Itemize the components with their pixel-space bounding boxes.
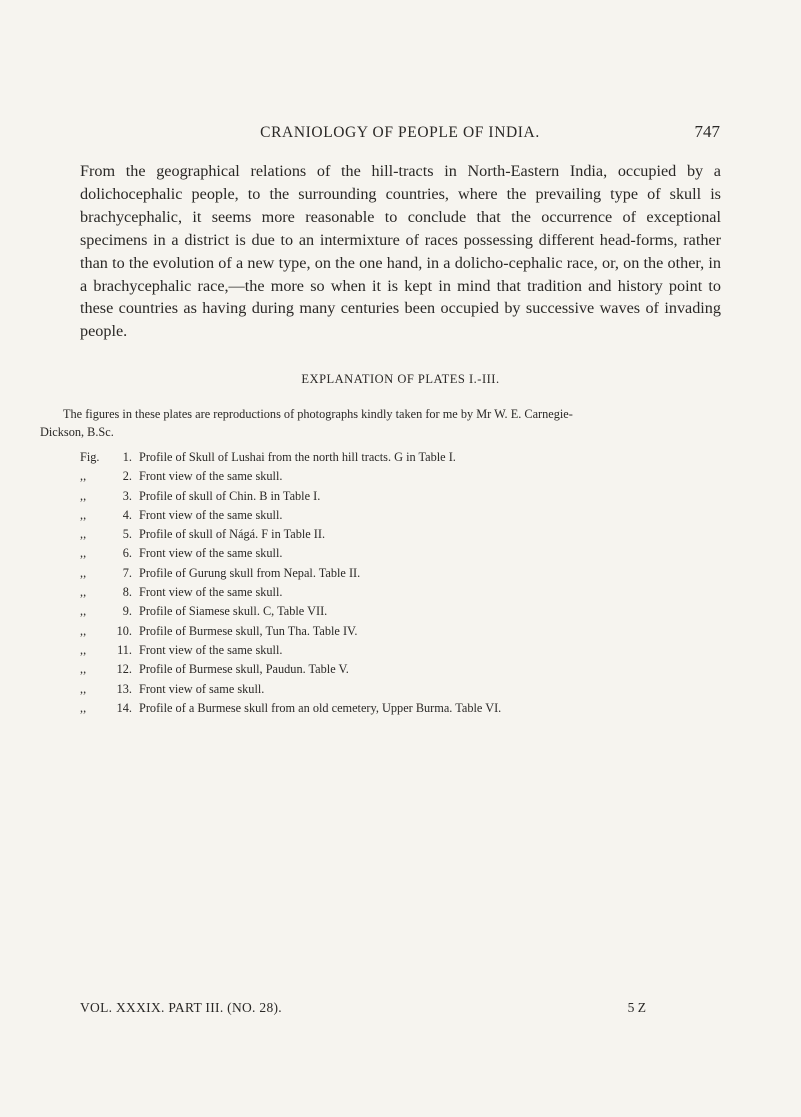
figure-caption: Profile of Siamese skull. C, Table VII.: [139, 604, 328, 619]
figure-list: [80, 448, 740, 718]
figure-prefix: ,,: [80, 565, 87, 580]
figure-prefix: ,,: [80, 469, 87, 484]
figure-number: 12.: [116, 662, 132, 677]
figure-prefix: ,,: [80, 642, 87, 657]
figure-caption: Front view of the same skull.: [139, 546, 283, 561]
figure-prefix: ,,: [80, 604, 87, 619]
figure-caption: Front view of the same skull.: [139, 469, 283, 484]
figure-caption: Front view of the same skull.: [139, 642, 283, 657]
figure-item: [80, 564, 740, 583]
figure-number: 4.: [122, 507, 132, 522]
running-title: CRANIOLOGY OF PEOPLE OF INDIA.: [260, 124, 540, 141]
figure-item: [80, 544, 740, 563]
figure-prefix: ,,: [80, 585, 87, 600]
figure-number: 7.: [122, 565, 132, 580]
figure-item: [80, 467, 740, 486]
figure-prefix: ,,: [80, 681, 87, 696]
body-paragraph: From the geographical relations of the hill-tracts in North-Eastern India, occupied by a dolichocephalic people, to the surrounding countries, where the prevailing type of skull is brachycephalic, it seems more reasonable to conclude that the occurrence of exceptional specimens in a district is due to an intermixture of races possessing different head-forms, rather than to the evolution of a new type, on the one hand, in a dolicho-cephalic race, or, on the other, in a brachycephalic race,—the more so when it is kept in mind that tradition and history point to these countries as having during many centuries been occupied by successive waves of invading people.: [80, 162, 721, 341]
figure-prefix: ,,: [80, 527, 87, 542]
figure-number: 11.: [117, 642, 132, 657]
figure-number: 6.: [122, 546, 132, 561]
figure-number: 8.: [122, 585, 132, 600]
figure-number: 10.: [116, 623, 132, 638]
figure-prefix: ,,: [80, 488, 87, 503]
page-number: 747: [694, 122, 720, 141]
figure-number: 2.: [122, 469, 132, 484]
figure-item: [80, 506, 740, 525]
figure-prefix: Fig.: [80, 450, 100, 464]
plates-heading: EXPLANATION OF PLATES I.-III.: [301, 372, 500, 386]
figure-item: [80, 660, 740, 679]
figure-prefix: ,,: [80, 507, 87, 522]
figure-number: 5.: [122, 527, 132, 542]
figure-item: [80, 583, 740, 602]
figure-caption: Profile of skull of Nágá. F in Table II.: [139, 527, 326, 542]
figure-caption: Profile of Skull of Lushai from the north hill tracts. G in Table I.: [139, 450, 456, 464]
figure-caption: Profile of Gurung skull from Nepal. Table II.: [139, 565, 361, 580]
figure-item: [80, 622, 740, 641]
figure-caption: Profile of Burmese skull, Tun Tha. Table IV.: [139, 623, 358, 638]
figure-caption: Front view of the same skull.: [139, 585, 283, 600]
figure-caption: Profile of a Burmese skull from an old cemetery, Upper Burma. Table VI.: [139, 700, 502, 715]
figure-caption: Profile of skull of Chin. B in Table I.: [139, 488, 321, 503]
figure-caption: Front view of the same skull.: [139, 507, 283, 522]
plates-intro-line-1: The figures in these plates are reproductions of photographs kindly taken for me by Mr W. E. Carnegie-: [63, 407, 573, 421]
signature-mark: 5 Z: [627, 1000, 646, 1015]
running-head: [80, 120, 720, 146]
figure-item: [80, 487, 740, 506]
figure-number: 1.: [122, 450, 132, 464]
figure-number: 9.: [122, 604, 132, 619]
figure-item: [80, 525, 740, 544]
figure-number: 14.: [116, 700, 132, 715]
figure-number: 13.: [116, 681, 132, 696]
figure-number: 3.: [122, 488, 132, 503]
figure-item: [80, 448, 740, 467]
figure-caption: Profile of Burmese skull, Paudun. Table V.: [139, 662, 349, 677]
figure-item: [80, 602, 740, 621]
volume-info: VOL. XXXIX. PART III. (NO. 28).: [80, 1000, 282, 1015]
plates-intro-line-2: Dickson, B.Sc.: [40, 425, 114, 439]
figure-prefix: ,,: [80, 662, 87, 677]
figure-prefix: ,,: [80, 546, 87, 561]
figure-item: [80, 680, 740, 699]
figure-caption: Front view of same skull.: [139, 681, 265, 696]
figure-item: [80, 641, 740, 660]
figure-prefix: ,,: [80, 700, 87, 715]
figure-prefix: ,,: [80, 623, 87, 638]
plates-intro: [40, 405, 721, 441]
figure-item: [80, 699, 740, 718]
